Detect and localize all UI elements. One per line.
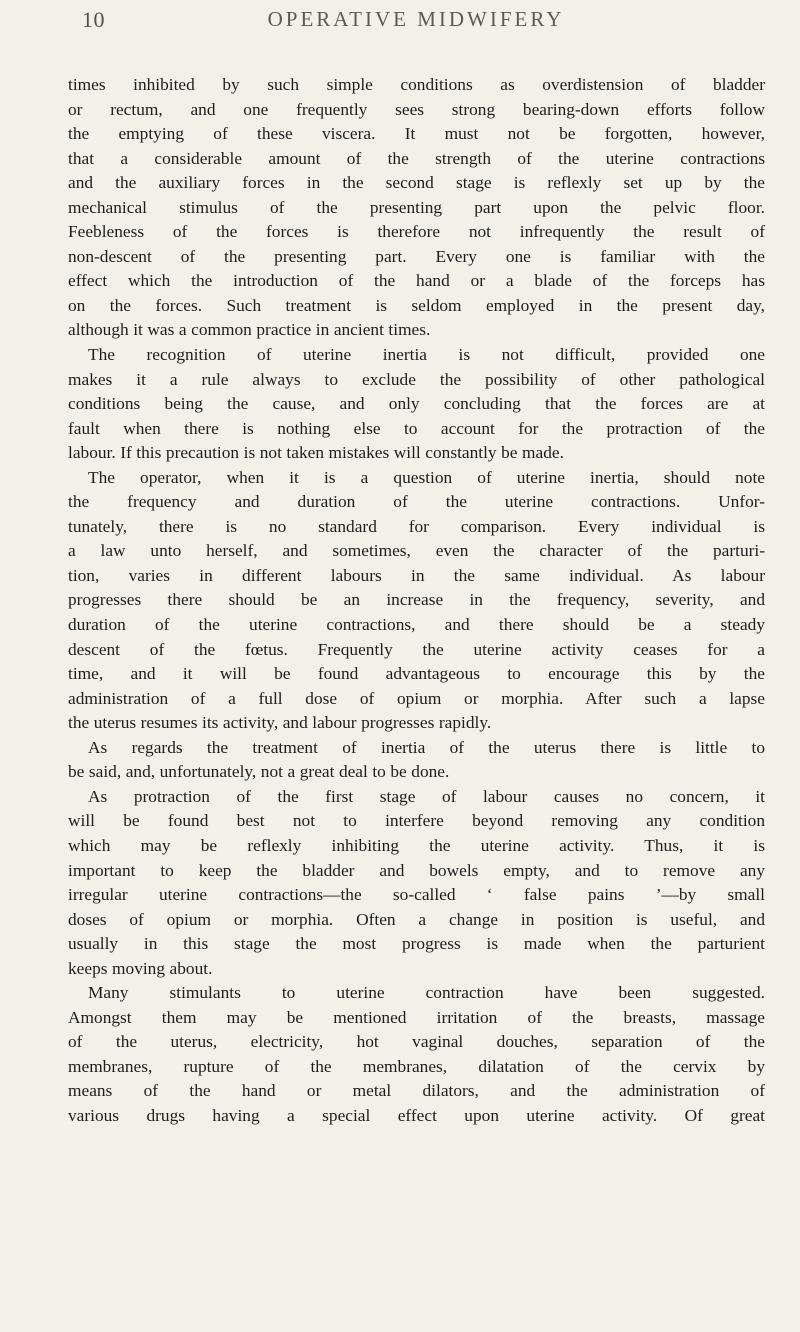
text-line: although it was a common practice in ancient times. bbox=[68, 320, 431, 340]
text-line: or rectum, and one frequently sees strong bearing-down efforts follow bbox=[68, 99, 765, 119]
text-line: on the forces. Such treatment is seldom employed in the present day, bbox=[68, 295, 765, 315]
text-line: doses of opium or morphia. Often a change in position is useful, and bbox=[68, 909, 765, 929]
text-line: Feebleness of the forces is therefore not infrequently the result of bbox=[68, 222, 765, 242]
text-line: the uterus resumes its activity, and labour progresses rapidly. bbox=[68, 713, 492, 733]
text-line: which may be reflexly inhibiting the uterine activity. Thus, it is bbox=[68, 835, 765, 855]
running-head bbox=[68, 0, 764, 50]
text-line: non-descent of the presenting part. Every one is familiar with the bbox=[68, 246, 765, 266]
text-line: The operator, when it is a question of uterine inertia, should note bbox=[88, 467, 765, 487]
text-line: fault when there is nothing else to account for the protraction of the bbox=[68, 418, 765, 438]
text-line: As protraction of the first stage of labour causes no concern, it bbox=[88, 786, 765, 806]
text-line: Amongst them may be mentioned irritation of the breasts, massage bbox=[68, 1007, 765, 1027]
text-line: makes it a rule always to exclude the possibility of other pathological bbox=[68, 369, 765, 389]
text-line: The recognition of uterine inertia is not difficult, provided one bbox=[88, 345, 765, 365]
text-line: tion, varies in different labours in the same individual. As labour bbox=[68, 565, 765, 585]
paragraph-5 bbox=[68, 785, 765, 981]
text-line: conditions being the cause, and only concluding that the forces are at bbox=[68, 394, 765, 414]
text-line: the frequency and duration of the uterine contractions. Unfor- bbox=[68, 492, 765, 512]
text-line: irregular uterine contractions—the so-called ‘ false pains ’—by small bbox=[68, 885, 765, 905]
text-line: progresses there should be an increase in the frequency, severity, and bbox=[68, 590, 765, 610]
text-line: mechanical stimulus of the presenting part upon the pelvic floor. bbox=[68, 197, 765, 217]
text-line: labour. If this precaution is not taken mistakes will constantly be made. bbox=[68, 443, 564, 463]
text-line: means of the hand or metal dilators, and the administration of bbox=[68, 1081, 765, 1101]
running-title: OPERATIVE MIDWIFERY bbox=[267, 7, 565, 31]
text-line: membranes, rupture of the membranes, dilatation of the cervix by bbox=[68, 1056, 765, 1076]
text-line: that a considerable amount of the strength of the uterine contractions bbox=[68, 148, 765, 168]
paragraph-1 bbox=[68, 73, 765, 343]
text-line: keeps moving about. bbox=[68, 958, 213, 978]
text-line: tunately, there is no standard for comparison. Every individual is bbox=[68, 516, 765, 536]
page-number: 10 bbox=[82, 7, 105, 32]
paragraph-2 bbox=[68, 343, 765, 466]
body-text bbox=[68, 73, 765, 1129]
text-line: usually in this stage the most progress is made when the parturient bbox=[68, 934, 765, 954]
text-line: a law unto herself, and sometimes, even the character of the parturi- bbox=[68, 541, 765, 561]
text-line: descent of the fœtus. Frequently the uterine activity ceases for a bbox=[68, 639, 765, 659]
paragraph-4 bbox=[68, 736, 765, 785]
text-line: the emptying of these viscera. It must not be forgotten, however, bbox=[68, 124, 765, 144]
paragraph-3 bbox=[68, 466, 765, 736]
text-line: be said, and, unfortunately, not a great deal to be done. bbox=[68, 762, 450, 782]
text-line: of the uterus, electricity, hot vaginal douches, separation of the bbox=[68, 1032, 765, 1052]
text-line: times inhibited by such simple conditions as overdistension of bladder bbox=[68, 75, 765, 94]
text-line: duration of the uterine contractions, and there should be a steady bbox=[68, 615, 765, 635]
text-line: will be found best not to interfere beyond removing any condition bbox=[68, 811, 765, 831]
text-line: As regards the treatment of inertia of the uterus there is little to bbox=[88, 737, 765, 757]
text-line: various drugs having a special effect upon uterine activity. Of great bbox=[68, 1105, 765, 1125]
text-line: administration of a full dose of opium or morphia. After such a lapse bbox=[68, 688, 765, 708]
text-line: important to keep the bladder and bowels empty, and to remove any bbox=[68, 860, 765, 880]
text-line: Many stimulants to uterine contraction have been suggested. bbox=[88, 983, 765, 1003]
text-line: time, and it will be found advantageous to encourage this by the bbox=[68, 664, 765, 684]
paragraph-6 bbox=[68, 981, 765, 1128]
text-line: and the auxiliary forces in the second stage is reflexly set up by the bbox=[68, 173, 765, 193]
text-line: effect which the introduction of the hand or a blade of the forceps has bbox=[68, 271, 765, 291]
